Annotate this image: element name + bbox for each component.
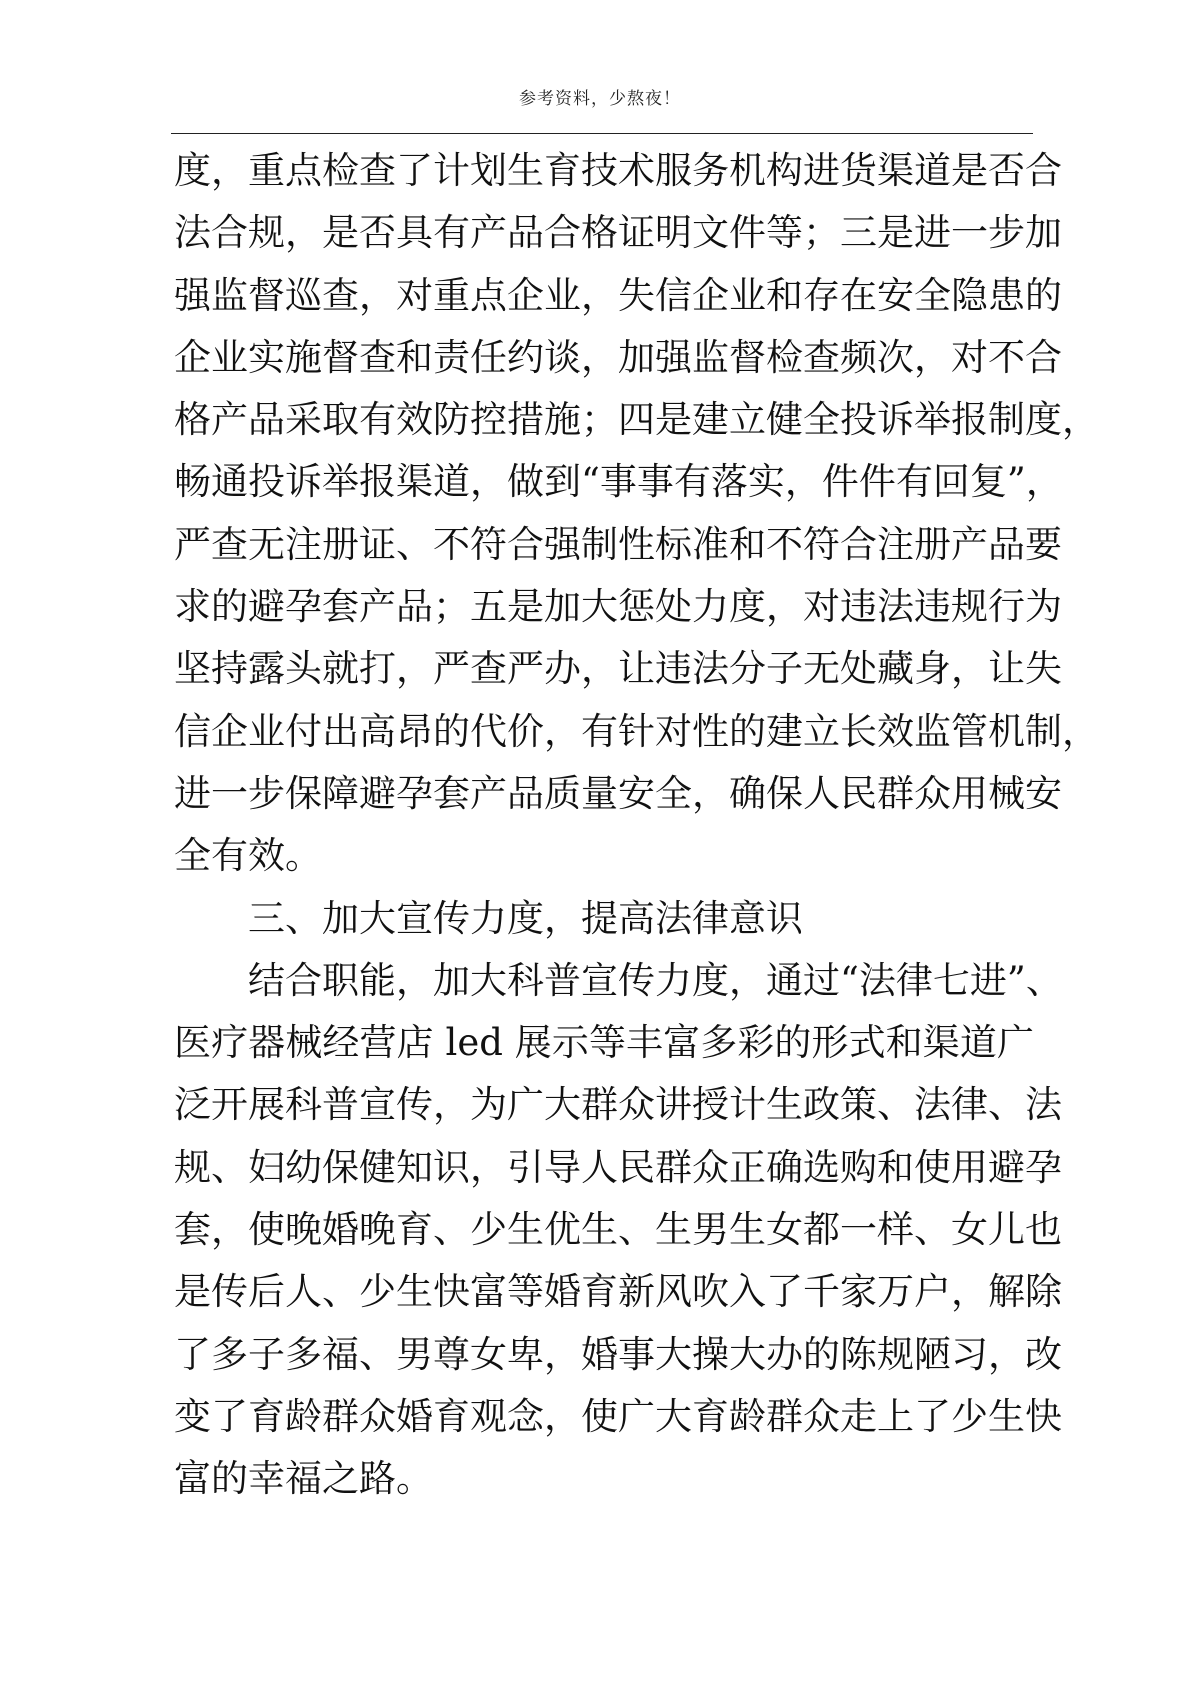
- text-line: 严查无注册证、不符合强制性标准和不符合注册产品要: [174, 522, 1062, 566]
- text-line: 规、妇幼保健知识，引导人民群众正确选购和使用避孕: [174, 1145, 1062, 1189]
- text-line: 泛开展科普宣传，为广大群众讲授计生政策、法律、法: [174, 1083, 1062, 1127]
- text-line: 畅通投诉举报渠道，做到“事事有落实，件件有回复”，: [174, 460, 1063, 504]
- text-line: 企业实施督查和责任约谈，加强监督检查频次，对不合: [174, 335, 1062, 379]
- text-line: 进一步保障避孕套产品质量安全，确保人民群众用械安: [174, 771, 1062, 815]
- text-line: 全有效。: [174, 834, 322, 878]
- page-header: 参考资料，少熬夜！: [519, 89, 681, 109]
- text-line: 了多子多福、男尊女卑，婚事大操大办的陈规陋习，改: [174, 1332, 1062, 1376]
- text-line: 强监督巡查，对重点企业，失信企业和存在安全隐患的: [174, 273, 1062, 317]
- text-line: 坚持露头就打，严查严办，让违法分子无处藏身，让失: [174, 647, 1062, 691]
- text-line: 是传后人、少生快富等婚育新风吹入了千家万户，解除: [174, 1270, 1062, 1314]
- text-line: 法合规，是否具有产品合格证明文件等；三是进一步加: [174, 211, 1062, 255]
- text-line: 变了育龄群众婚育观念，使广大育龄群众走上了少生快: [174, 1394, 1062, 1438]
- text-line: 富的幸福之路。: [174, 1457, 433, 1501]
- text-line: 格产品采取有效防控措施；四是建立健全投诉举报制度，: [174, 398, 1099, 442]
- text-line: 信企业付出高昂的代价，有针对性的建立长效监管机制，: [174, 709, 1099, 753]
- document-body: [174, 140, 1099, 1511]
- section-heading: 三、加大宣传力度，提高法律意识: [248, 896, 803, 940]
- header-divider: [171, 133, 1033, 134]
- text-line: 医疗器械经营店 led 展示等丰富多彩的形式和渠道广: [174, 1021, 1034, 1065]
- text-line: 度，重点检查了计划生育技术服务机构进货渠道是否合: [174, 149, 1062, 192]
- text-line: 结合职能，加大科普宣传力度，通过“法律七进”、: [248, 958, 1063, 1002]
- text-line: 求的避孕套产品；五是加大惩处力度，对违法违规行为: [174, 585, 1062, 629]
- text-line: 套，使晚婚晚育、少生优生、生男生女都一样、女儿也: [174, 1208, 1062, 1252]
